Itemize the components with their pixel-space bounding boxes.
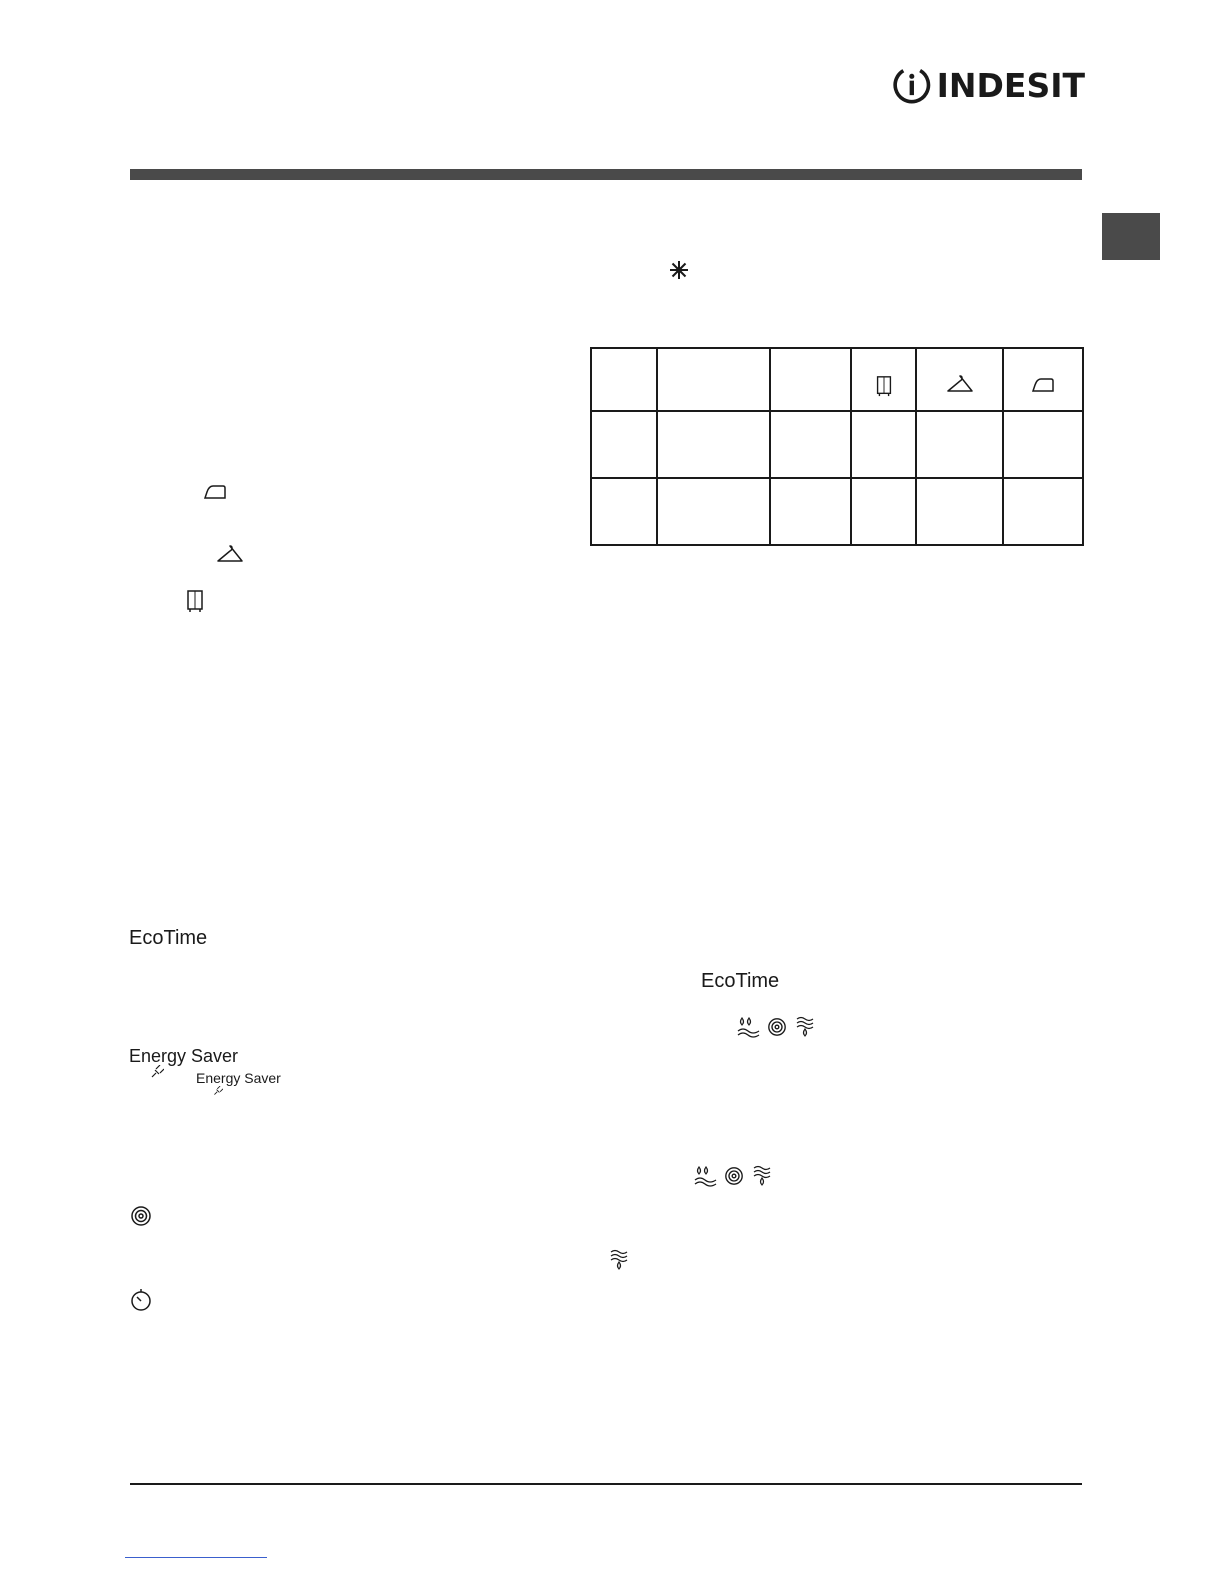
table-header-cell [916,348,1003,411]
table-header-cell [770,348,851,411]
snowflake-icon [669,260,689,280]
table-cell [591,478,657,545]
steam-drop-icon [609,1249,629,1271]
language-tab [1102,213,1160,260]
drying-table [590,347,1084,546]
footer-rule [130,1483,1082,1485]
table-row [591,411,1083,478]
table-cell [657,478,770,545]
table-cell [770,411,851,478]
logo-text: INDESIT [936,65,1085,105]
eco-time-label: EcoTime [129,927,208,949]
water-drops-icon [694,1165,718,1187]
eco-time-label-right: EcoTime [701,970,780,992]
table-cell [851,411,916,478]
iron-icon [1031,377,1055,393]
spiral-icon [724,1166,744,1186]
header-rule [130,169,1082,180]
hanger-icon [946,374,974,394]
cupboard-icon [186,589,204,613]
table-header-cell [1003,348,1083,411]
indesit-logo [893,58,1085,112]
logo-mark-icon [893,59,931,111]
table-header-cell [591,348,657,411]
table-row [591,478,1083,545]
timer-icon [130,1288,152,1312]
table-cell [1003,478,1083,545]
footer-link-underline[interactable] [125,1557,267,1558]
table-header-cell [657,348,770,411]
table-header-row [591,348,1083,411]
steam-drop-icon [795,1016,815,1038]
steam-drop-icon [752,1165,772,1187]
spiral-icon [130,1205,152,1227]
table-cell [916,478,1003,545]
water-drops-icon [737,1016,761,1038]
table-cell [770,478,851,545]
energy-saver-label-small: Energy Saver [196,1070,281,1086]
plug-icon [150,1065,164,1079]
table-header-cell [851,348,916,411]
cupboard-icon [875,375,893,397]
energy-saver-label: Energy Saver [129,1046,239,1066]
hanger-icon [216,544,244,564]
table-cell [851,478,916,545]
table-cell [657,411,770,478]
plug-icon [213,1086,223,1096]
table-cell [916,411,1003,478]
spiral-icon [767,1017,787,1037]
table-cell [1003,411,1083,478]
table-cell [591,411,657,478]
iron-icon [203,484,227,500]
